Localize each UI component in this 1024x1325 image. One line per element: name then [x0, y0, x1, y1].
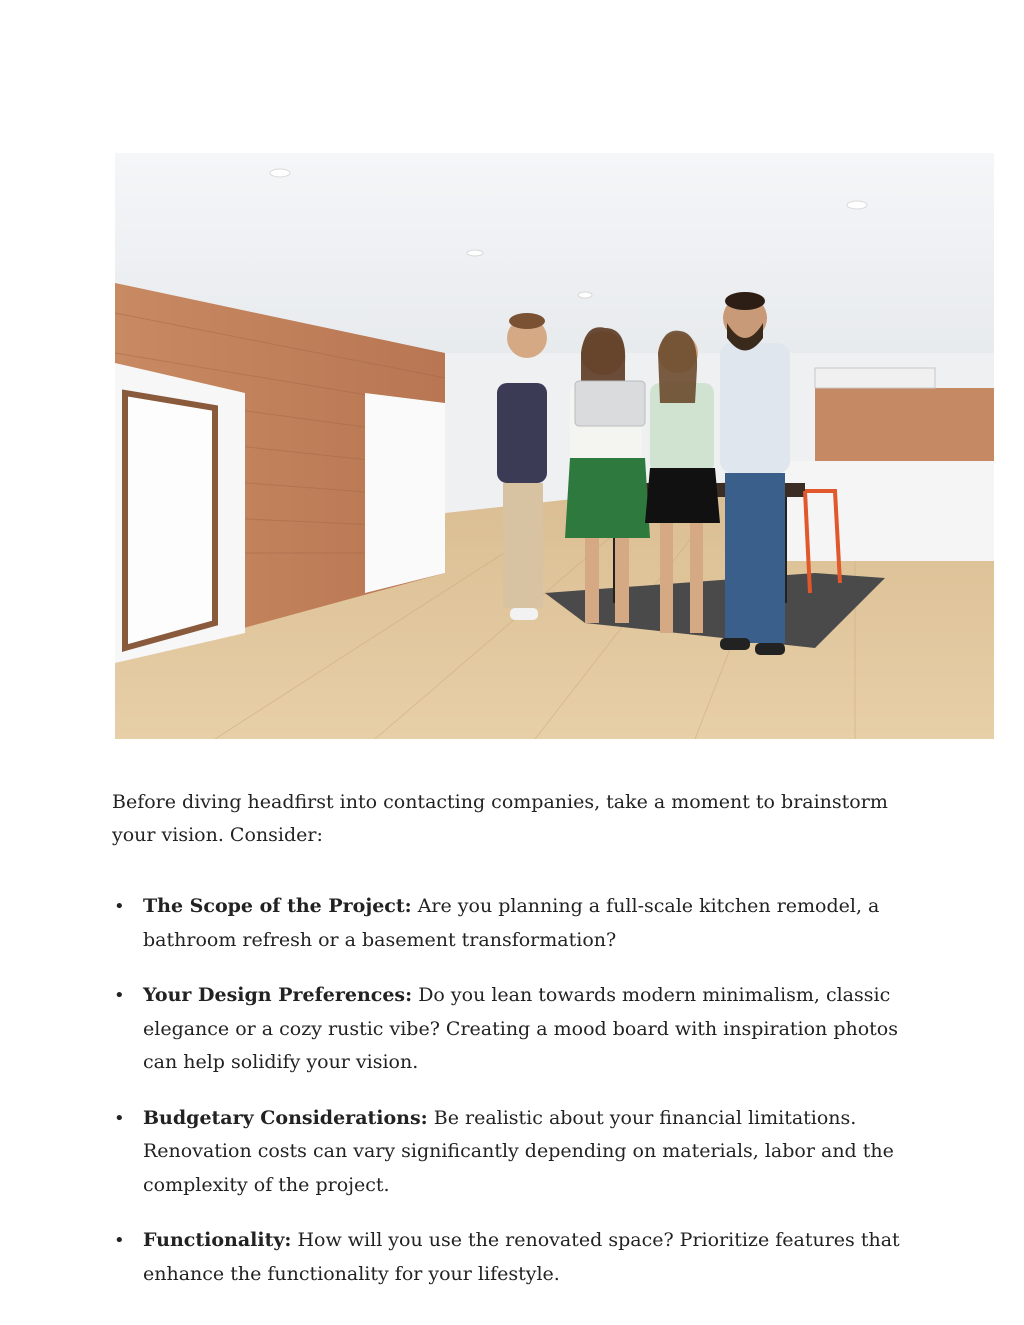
list-item — [112, 979, 912, 1080]
intro-paragraph: Before diving headfirst into contacting companies, take a moment to brainstorm your vision. Consider: — [112, 791, 888, 846]
consideration-list — [112, 890, 912, 1291]
list-item-text: Be realistic about your financial limitations. Renovation costs can vary significantly depending on materials, labor and the complexity of the project. — [143, 1106, 894, 1196]
list-item — [112, 890, 912, 957]
list-item — [112, 1224, 912, 1291]
list-item-title: Budgetary Considerations: — [143, 1106, 428, 1129]
list-item-text: Are you planning a full-scale kitchen remodel, a bathroom refresh or a basement transformation? — [143, 895, 880, 951]
list-item-text: Do you lean towards modern minimalism, classic elegance or a cozy rustic vibe? Creating a mood board with inspiration photos can help solidify your vision. — [143, 984, 898, 1073]
loft-scene-illustration — [115, 153, 994, 739]
bullet-icon: • — [114, 1107, 125, 1129]
list-item-title: The Scope of the Project: — [143, 895, 412, 917]
article-photo — [115, 153, 994, 739]
bullet-icon: • — [114, 896, 125, 917]
list-item-title: Your Design Preferences: — [143, 984, 413, 1006]
bullet-icon: • — [114, 985, 125, 1006]
bullet-icon: • — [114, 1230, 125, 1251]
article-body — [112, 786, 912, 1313]
list-item — [112, 1102, 912, 1203]
list-item-text: How will you use the renovated space? Prioritize features that enhance the functionality for your lifestyle. — [143, 1229, 900, 1285]
list-item-title: Functionality: — [143, 1229, 292, 1251]
